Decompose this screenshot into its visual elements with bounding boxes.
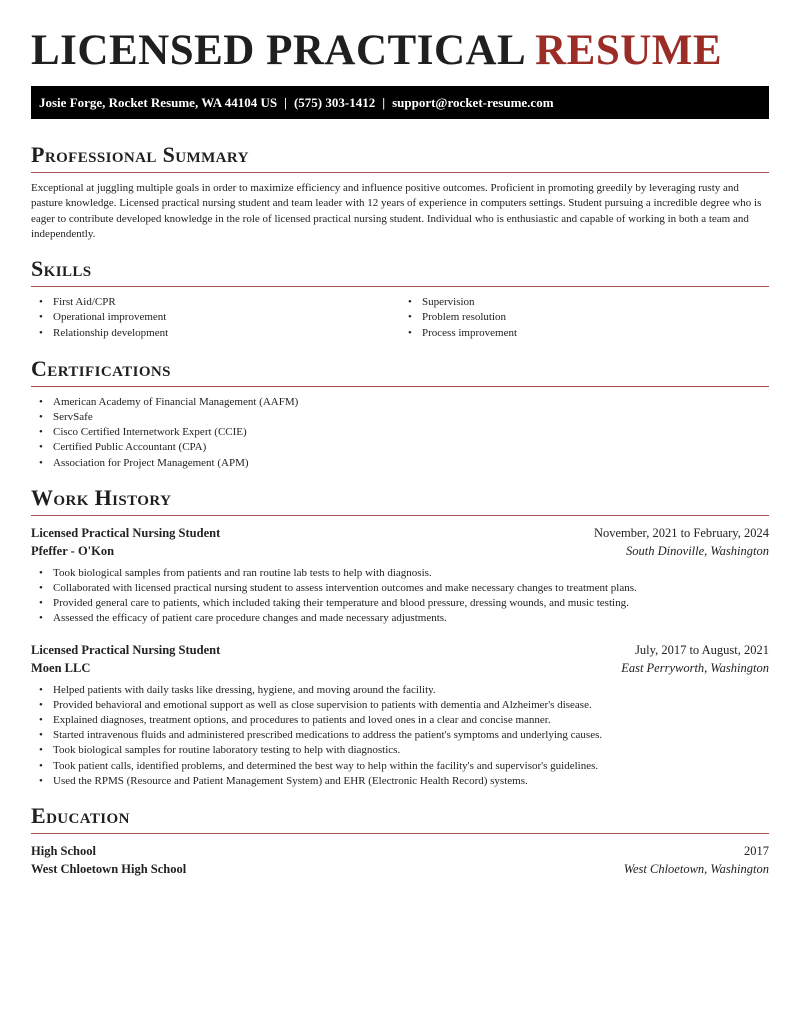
certifications-heading: Certifications [31,355,171,381]
certification-item: • American Academy of Financial Management (AAFM) [31,395,769,410]
certification-item: • Certified Public Accountant (CPA) [31,440,769,455]
summary-text: Exceptional at juggling multiple goals in order to maximize efficiency and influence positive outcomes. Proficient in promoting greedily by leveraging rusty and pasture knowledge. Licensed practical nursing student and team leader with 12 years of experience in computers settings. Student pursuing a incredible degree who is eager to contribute developed knowledge in the role of licensed practical nursing student. Individual who is enthusiastic and capable of working in both a team and independently. [31,182,762,240]
section-divider [31,515,769,516]
education-heading: Education [31,803,130,829]
job-company: Pfeffer - O'Kon [31,543,115,558]
education-year: 2017 [744,844,769,859]
contact-email: support@rocket-resume.com [392,95,554,110]
contact-address: Josie Forge, Rocket Resume, WA 44104 US [39,95,278,110]
work-history-heading: Work History [31,484,172,510]
job-location: East Perryworth, Washington [621,660,769,675]
job-duty: • Explained diagnoses, treatment options, and procedures to patients and loved ones in a clear and concise manner. [31,713,769,728]
education-degree: High School [31,844,96,859]
skills-column-left [31,295,400,341]
job-duty: • Took biological samples for routine laboratory testing to help with diagnostics. [31,743,769,758]
skills-grid [31,295,769,341]
education-section [31,803,769,878]
job-duty: • Provided general care to patients, which included taking their temperature and blood pressure, dressing wounds, and music testing. [31,596,769,611]
job-duties-list [31,566,769,627]
skill-item: • Supervision [400,295,769,310]
skill-item: • Process improvement [400,326,769,341]
job-location: South Dinoville, Washington [626,543,769,558]
job-duty: • Provided behavioral and emotional support as well as close supervision to patients with dementia and Alzheimer's disease. [31,698,769,713]
summary-section [31,142,769,242]
skills-section [31,256,769,341]
section-divider [31,833,769,834]
skills-list-left [31,295,400,341]
job-duty: • Used the RPMS (Resource and Patient Management System) and EHR (Electronic Health Record) systems. [31,774,769,789]
job-duty: • Took biological samples from patients and ran routine lab tests to help with diagnosis. [31,566,769,581]
certifications-section [31,356,769,471]
title-accent: RESUME [535,27,723,74]
job-subheader [31,659,769,677]
job-header [31,641,769,659]
summary-heading: Professional Summary [31,142,249,167]
skills-list-right [400,295,769,341]
title-main: LICENSED PRACTICAL [31,27,524,74]
job-dates: July, 2017 to August, 2021 [635,642,769,657]
certification-item: • ServSafe [31,410,769,425]
skill-item: • Relationship development [31,326,400,341]
certifications-list [31,395,769,471]
job-duty: • Collaborated with licensed practical nursing student to assess intervention outcomes and make necessary changes to treatment plans. [31,581,769,596]
contact-phone: (575) 303-1412 [293,95,376,110]
section-divider [31,172,769,173]
job-duty: • Took patient calls, identified problems, and determined the best way to help within the facility's and supervisor's guidelines. [31,759,769,774]
job-company: Moen LLC [31,660,91,675]
job-entry [31,641,769,789]
education-school: West Chloetown High School [31,862,187,877]
education-header [31,842,769,860]
job-title: Licensed Practical Nursing Student [31,525,221,540]
education-location: West Chloetown, Washington [623,862,769,877]
job-duty: • Assessed the efficacy of patient care procedure changes and made necessary adjustments. [31,611,769,626]
skills-column-right [400,295,769,341]
section-divider [31,286,769,287]
skill-item: • Problem resolution [400,310,769,325]
job-duty: • Helped patients with daily tasks like dressing, hygiene, and moving around the facility. [31,683,769,698]
certification-item: • Cisco Certified Internetwork Expert (CCIE) [31,425,769,440]
skills-heading: Skills [31,256,92,282]
job-entry [31,524,769,627]
job-dates: November, 2021 to February, 2024 [593,525,769,540]
resume-title [31,0,769,74]
job-subheader [31,542,769,560]
skill-item: • Operational improvement [31,310,400,325]
job-duty: • Started intravenous fluids and administered prescribed medications to address the patient's symptoms and underlying causes. [31,728,769,743]
job-header [31,524,769,542]
section-divider [31,386,769,387]
skill-item: • First Aid/CPR [31,295,400,310]
contact-bar [31,86,769,119]
work-history-section [31,485,769,789]
certification-item: • Association for Project Management (APM) [31,456,769,471]
job-title: Licensed Practical Nursing Student [31,642,221,657]
contact-separator: | [284,95,287,110]
contact-separator: | [382,95,386,110]
education-subheader [31,860,769,878]
job-duties-list [31,683,769,789]
